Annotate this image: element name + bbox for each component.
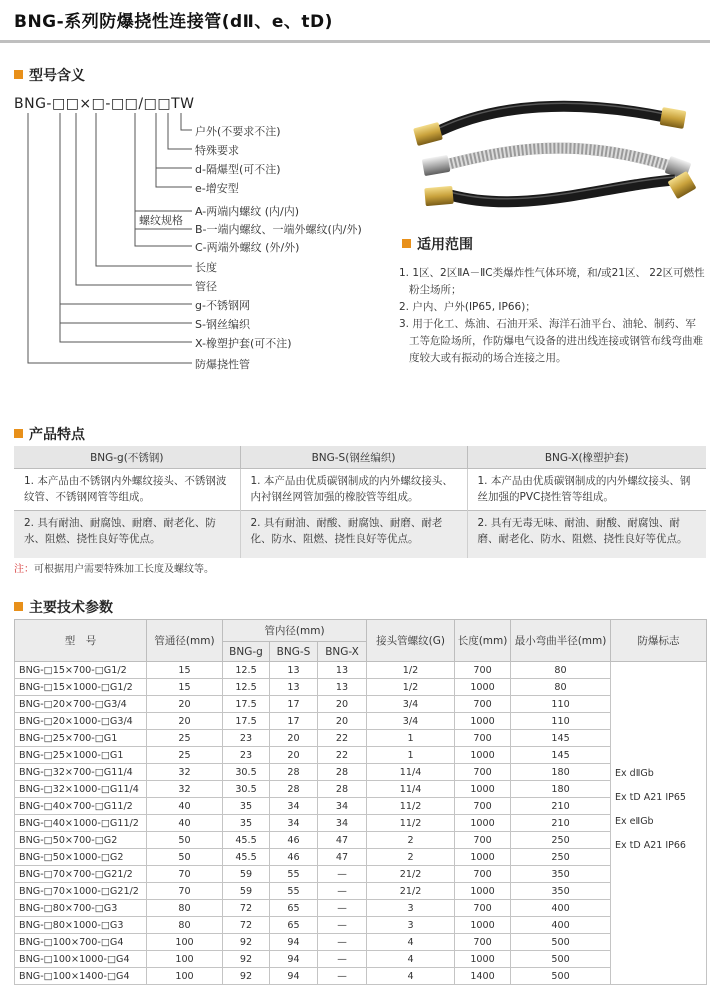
spec-cell: 400 — [511, 917, 611, 934]
spec-cell: 20 — [318, 696, 367, 713]
spec-cell: 110 — [511, 713, 611, 730]
ex-mark: Ex tD A21 IP65 — [615, 792, 686, 803]
table-row — [15, 917, 707, 934]
spec-cell: 28 — [270, 781, 318, 798]
spec-cell: 1000 — [455, 917, 511, 934]
note-prefix: 注： — [14, 564, 34, 575]
application-heading: 适用范围 — [402, 234, 473, 254]
application-item: 2. 户内、户外(IP65, IP66)； — [399, 301, 536, 313]
spec-cell: 55 — [270, 883, 318, 900]
spec-cell: 30.5 — [223, 764, 270, 781]
spec-model-cell: BNG-□80×1000-□G3 — [15, 917, 147, 934]
spec-cell: 1000 — [455, 679, 511, 696]
spec-cell: 72 — [223, 917, 270, 934]
spec-cell: 700 — [455, 900, 511, 917]
spec-cell: 11/2 — [367, 815, 455, 832]
spec-cell: 3 — [367, 917, 455, 934]
spec-cell: 250 — [511, 832, 611, 849]
feature-cell: 2. 具有无毒无味、耐油、耐酸、耐腐蚀、耐磨、耐老化、防水、阻燃、挠性良好等优点。 — [467, 511, 706, 559]
spec-cell: 34 — [270, 798, 318, 815]
table-row — [15, 798, 707, 815]
heading-square-icon — [14, 429, 23, 438]
spec-cell: 13 — [270, 679, 318, 696]
application-item: 1. 1区、2区ⅡA－ⅡC类爆炸性气体环境，和/或21区、 22区可燃性粉尘场所； — [399, 267, 705, 296]
model-meaning-heading: 型号含义 — [14, 65, 85, 85]
spec-cell: 15 — [147, 662, 223, 679]
spec-model-cell: BNG-□25×700-□G1 — [15, 730, 147, 747]
spec-cell: — — [318, 951, 367, 968]
spec-cell: 34 — [318, 798, 367, 815]
spec-cell: 28 — [270, 764, 318, 781]
spec-model-cell: BNG-□50×700-□G2 — [15, 832, 147, 849]
spec-cell: 210 — [511, 815, 611, 832]
spec-cell: 350 — [511, 883, 611, 900]
spec-header-x: BNG-X — [318, 642, 367, 662]
spec-cell: 1/2 — [367, 662, 455, 679]
spec-cell: 80 — [511, 679, 611, 696]
spec-cell: 1000 — [455, 781, 511, 798]
spec-cell: 1 — [367, 730, 455, 747]
spec-cell: 65 — [270, 917, 318, 934]
spec-cell: 250 — [511, 849, 611, 866]
spec-cell: 50 — [147, 849, 223, 866]
spec-cell: 45.5 — [223, 832, 270, 849]
specs-heading: 主要技术参数 — [14, 597, 113, 617]
label-increased-safety: e-增安型 — [195, 182, 239, 195]
spec-cell: 1000 — [455, 849, 511, 866]
label-s: S-钢丝编织 — [195, 318, 250, 331]
feature-col-header: BNG-g(不锈钢) — [14, 446, 240, 469]
spec-cell: 3/4 — [367, 713, 455, 730]
spec-header-nominal: 管通径(mm) — [147, 620, 223, 662]
spec-cell: 3/4 — [367, 696, 455, 713]
hose-product-image — [405, 95, 705, 225]
spec-header-g: BNG-g — [223, 642, 270, 662]
spec-model-cell: BNG-□80×700-□G3 — [15, 900, 147, 917]
features-note — [14, 560, 214, 575]
spec-cell: 15 — [147, 679, 223, 696]
spec-cell: 80 — [147, 917, 223, 934]
heading-square-icon — [402, 239, 411, 248]
spec-header-inner: 管内径(mm) — [223, 620, 367, 642]
spec-model-cell: BNG-□40×1000-□G11/2 — [15, 815, 147, 832]
spec-cell: 65 — [270, 900, 318, 917]
label-x: X-橡塑护套(可不注) — [195, 337, 292, 350]
label-thread-spec: 螺纹规格 — [139, 214, 183, 227]
spec-cell: 1000 — [455, 951, 511, 968]
spec-model-cell: BNG-□15×700-□G1/2 — [15, 662, 147, 679]
spec-cell: 17.5 — [223, 713, 270, 730]
spec-cell: — — [318, 934, 367, 951]
spec-model-cell: BNG-□40×700-□G11/2 — [15, 798, 147, 815]
heading-square-icon — [14, 602, 23, 611]
spec-cell: 35 — [223, 798, 270, 815]
table-row — [15, 951, 707, 968]
spec-model-cell: BNG-□20×1000-□G3/4 — [15, 713, 147, 730]
spec-cell: 94 — [270, 934, 318, 951]
feature-col-header: BNG-S(钢丝编织) — [240, 446, 467, 469]
label-thread-a: A-两端内螺纹 (内/内) — [195, 205, 300, 218]
spec-cell: 100 — [147, 968, 223, 985]
spec-cell: 40 — [147, 815, 223, 832]
spec-cell: 2 — [367, 849, 455, 866]
spec-cell: 4 — [367, 968, 455, 985]
note-text: 可根据用户需要特殊加工长度及螺纹等。 — [34, 564, 214, 575]
spec-model-cell: BNG-□32×700-□G11/4 — [15, 764, 147, 781]
spec-cell: 28 — [318, 781, 367, 798]
spec-cell: 94 — [270, 968, 318, 985]
spec-cell: 32 — [147, 764, 223, 781]
spec-cell: 59 — [223, 866, 270, 883]
spec-cell: 20 — [147, 713, 223, 730]
spec-cell: 100 — [147, 934, 223, 951]
table-row — [15, 781, 707, 798]
application-list — [399, 265, 705, 367]
spec-cell: 700 — [455, 696, 511, 713]
spec-model-cell: BNG-□50×1000-□G2 — [15, 849, 147, 866]
spec-cell: 55 — [270, 866, 318, 883]
feature-cell: 2. 具有耐油、耐酸、耐腐蚀、耐磨、耐老化、防水、阻燃、挠性良好等优点。 — [240, 511, 467, 559]
spec-cell: 40 — [147, 798, 223, 815]
spec-cell: 20 — [147, 696, 223, 713]
spec-cell: 45.5 — [223, 849, 270, 866]
spec-cell: 500 — [511, 934, 611, 951]
specs-table-body — [15, 662, 707, 985]
spec-cell: 47 — [318, 832, 367, 849]
spec-cell: 11/2 — [367, 798, 455, 815]
spec-cell: 350 — [511, 866, 611, 883]
table-row — [15, 900, 707, 917]
spec-cell: 34 — [318, 815, 367, 832]
label-thread-b: B-一端内螺纹、一端外螺纹(内/外) — [195, 223, 362, 236]
label-hose: 防爆挠性管 — [195, 358, 250, 371]
spec-cell: 70 — [147, 883, 223, 900]
table-row — [15, 849, 707, 866]
table-row — [15, 934, 707, 951]
spec-cell: 13 — [318, 662, 367, 679]
spec-cell: — — [318, 917, 367, 934]
label-special: 特殊要求 — [195, 144, 239, 157]
ex-mark: Ex tD A21 IP66 — [615, 840, 686, 851]
spec-cell: 12.5 — [223, 679, 270, 696]
spec-cell: 92 — [223, 934, 270, 951]
feature-cell: 2. 具有耐油、耐腐蚀、耐磨、耐老化、防水、阻燃、挠性良好等优点。 — [14, 511, 240, 559]
spec-cell: 17 — [270, 696, 318, 713]
spec-cell: 17.5 — [223, 696, 270, 713]
spec-cell: — — [318, 968, 367, 985]
spec-cell: — — [318, 866, 367, 883]
spec-cell: 1400 — [455, 968, 511, 985]
table-row — [15, 866, 707, 883]
spec-cell: 35 — [223, 815, 270, 832]
table-row — [15, 679, 707, 696]
spec-model-cell: BNG-□100×1000-□G4 — [15, 951, 147, 968]
spec-header-radius: 最小弯曲半径(mm) — [511, 620, 611, 662]
page-title: BNG-系列防爆挠性连接管(dⅡ、e、tD) — [14, 12, 333, 32]
spec-cell: 25 — [147, 747, 223, 764]
specs-table — [14, 619, 707, 985]
spec-cell: 34 — [270, 815, 318, 832]
spec-cell: 20 — [318, 713, 367, 730]
spec-cell: 50 — [147, 832, 223, 849]
spec-model-cell: BNG-□100×1400-□G4 — [15, 968, 147, 985]
table-row — [15, 968, 707, 985]
spec-cell: 59 — [223, 883, 270, 900]
table-row — [15, 713, 707, 730]
spec-model-cell: BNG-□100×700-□G4 — [15, 934, 147, 951]
spec-model-cell: BNG-□25×1000-□G1 — [15, 747, 147, 764]
feature-cell: 1. 本产品由优质碳钢制成的内外螺纹接头、内衬钢丝网管加强的橡胶管等组成。 — [240, 469, 467, 511]
spec-cell: 11/4 — [367, 764, 455, 781]
spec-cell: 92 — [223, 968, 270, 985]
spec-cell: 23 — [223, 730, 270, 747]
ex-mark: Ex eⅡGb — [615, 816, 654, 827]
spec-cell: 80 — [511, 662, 611, 679]
model-code: BNG-□□×□-□□/□□TW — [14, 96, 195, 112]
spec-header-model: 型 号 — [15, 620, 147, 662]
spec-cell: — — [318, 900, 367, 917]
label-thread-c: C-两端外螺纹 (外/外) — [195, 241, 300, 254]
feature-cell: 1. 本产品由不锈钢内外螺纹接头、不锈钢波纹管、不锈钢网管等组成。 — [14, 469, 240, 511]
spec-cell: 20 — [270, 730, 318, 747]
label-flameproof: d-隔爆型(可不注) — [195, 163, 281, 176]
table-row — [15, 832, 707, 849]
spec-header-length: 长度(mm) — [455, 620, 511, 662]
application-item: 3. 用于化工、炼油、石油开采、海洋石油平台、油轮、制药、军工等危险场所，作防爆电气设备的进出线连接或钢管布线弯曲难度较大或有振动的场合连接之用。 — [399, 318, 703, 364]
spec-cell: 21/2 — [367, 866, 455, 883]
spec-model-cell: BNG-□20×700-□G3/4 — [15, 696, 147, 713]
table-row — [15, 883, 707, 900]
spec-cell: 1000 — [455, 713, 511, 730]
spec-cell: 4 — [367, 951, 455, 968]
spec-cell: 1000 — [455, 883, 511, 900]
features-heading: 产品特点 — [14, 424, 85, 444]
spec-header-s: BNG-S — [270, 642, 318, 662]
spec-cell: 22 — [318, 747, 367, 764]
spec-cell: 80 — [147, 900, 223, 917]
spec-cell: 47 — [318, 849, 367, 866]
spec-cell: 1 — [367, 747, 455, 764]
spec-cell: 1/2 — [367, 679, 455, 696]
spec-cell: 700 — [455, 798, 511, 815]
table-row — [15, 696, 707, 713]
table-row — [15, 815, 707, 832]
label-outdoor: 户外(不要求不注) — [195, 125, 281, 138]
spec-cell: 17 — [270, 713, 318, 730]
spec-cell: 2 — [367, 832, 455, 849]
spec-cell: 100 — [147, 951, 223, 968]
spec-cell: 23 — [223, 747, 270, 764]
spec-model-cell: BNG-□70×1000-□G21/2 — [15, 883, 147, 900]
spec-cell: 13 — [270, 662, 318, 679]
ex-mark: Ex dⅡGb — [615, 768, 654, 779]
spec-cell: 110 — [511, 696, 611, 713]
features-table — [14, 446, 706, 558]
spec-cell: 400 — [511, 900, 611, 917]
ex-mark-cell — [611, 662, 707, 985]
spec-cell: 12.5 — [223, 662, 270, 679]
spec-cell: 25 — [147, 730, 223, 747]
table-row — [15, 764, 707, 781]
spec-cell: 700 — [455, 764, 511, 781]
table-row — [15, 730, 707, 747]
spec-cell: 4 — [367, 934, 455, 951]
spec-cell: 28 — [318, 764, 367, 781]
feature-cell: 1. 本产品由优质碳钢制成的内外螺纹接头、钢丝加强的PVC挠性管等组成。 — [477, 475, 691, 503]
spec-cell: 700 — [455, 730, 511, 747]
spec-model-cell: BNG-□32×1000-□G11/4 — [15, 781, 147, 798]
label-g: g-不锈钢网 — [195, 299, 250, 312]
spec-cell: 145 — [511, 747, 611, 764]
spec-cell: — — [318, 883, 367, 900]
spec-cell: 70 — [147, 866, 223, 883]
spec-cell: 46 — [270, 832, 318, 849]
feature-col-header: BNG-X(橡塑护套) — [467, 446, 706, 469]
spec-cell: 30.5 — [223, 781, 270, 798]
spec-cell: 700 — [455, 934, 511, 951]
spec-cell: 500 — [511, 951, 611, 968]
spec-cell: 72 — [223, 900, 270, 917]
spec-header-thread: 接头管螺纹(G) — [367, 620, 455, 662]
spec-cell: 32 — [147, 781, 223, 798]
spec-cell: 3 — [367, 900, 455, 917]
spec-cell: 21/2 — [367, 883, 455, 900]
spec-model-cell: BNG-□70×700-□G21/2 — [15, 866, 147, 883]
spec-cell: 145 — [511, 730, 611, 747]
label-diameter: 管径 — [195, 280, 217, 293]
spec-cell: 11/4 — [367, 781, 455, 798]
spec-cell: 700 — [455, 832, 511, 849]
spec-cell: 22 — [318, 730, 367, 747]
spec-cell: 46 — [270, 849, 318, 866]
spec-cell: 180 — [511, 781, 611, 798]
label-length: 长度 — [195, 261, 217, 274]
spec-header-ex: 防爆标志 — [611, 620, 707, 662]
spec-cell: 1000 — [455, 747, 511, 764]
table-row — [15, 662, 707, 679]
spec-model-cell: BNG-□15×1000-□G1/2 — [15, 679, 147, 696]
spec-cell: 700 — [455, 662, 511, 679]
spec-cell: 500 — [511, 968, 611, 985]
table-row — [15, 747, 707, 764]
spec-cell: 700 — [455, 866, 511, 883]
spec-cell: 210 — [511, 798, 611, 815]
spec-cell: 92 — [223, 951, 270, 968]
spec-cell: 180 — [511, 764, 611, 781]
spec-cell: 94 — [270, 951, 318, 968]
spec-cell: 13 — [318, 679, 367, 696]
spec-cell: 1000 — [455, 815, 511, 832]
spec-cell: 20 — [270, 747, 318, 764]
